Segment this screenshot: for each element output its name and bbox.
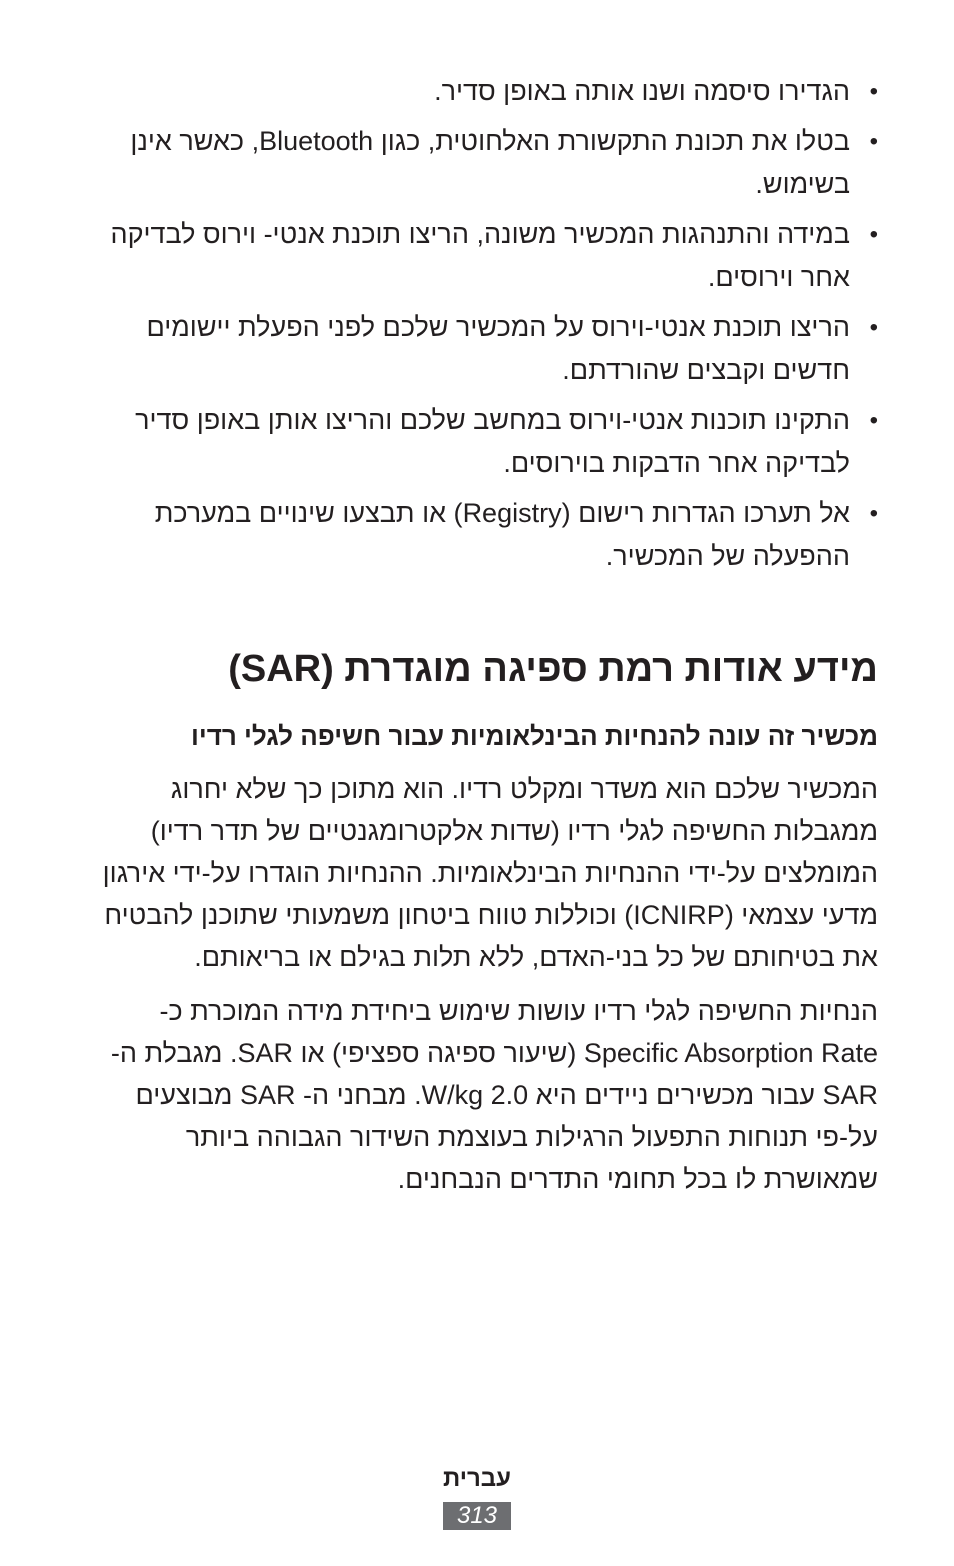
list-item [78, 70, 878, 113]
list-item [78, 213, 878, 299]
section-subtitle: מכשיר זה עונה להנחיות הבינלאומיות עבור חשיפה לגלי רדיו [191, 721, 878, 751]
sar-section [68, 640, 878, 1200]
page-footer [0, 1464, 954, 1530]
paragraph: הנחיות החשיפה לגלי רדיו עושות שימוש ביחידת מידה המוכרת כ- Specific Absorption Rate (שיעור ספיגה ספציפי) או SAR. מגבלת ה- SAR עבור מכשירים ניידים היא 2.0 W/kg. מבחני ה- SAR מבוצעים על-פי תנוחות התפעול הרגילות בעוצמת השידור הגבוהה ביותר שמאושרת לו בכל תחומי התדרים הנבחנים. [110, 996, 878, 1194]
list-item-text: בטלו את תכונת התקשורת האלחוטית, כגון Bluetooth, כאשר אינן בשימוש. [130, 126, 850, 199]
bullet-icon: • [869, 500, 878, 527]
section-title: מידע אודות רמת ספיגה מוגדרת (SAR) [228, 648, 878, 690]
list-item [78, 306, 878, 392]
list-item [78, 120, 878, 206]
list-item-text: הריצו תוכנת אנטי-וירוס על המכשיר שלכם לפני הפעלת יישומים חדשים וקבצים שהורדתם. [146, 312, 850, 385]
list-item-text: במידה והתנהגות המכשיר משונה, הריצו תוכנת אנטי- וירוס לבדיקה אחר וירוסים. [110, 219, 850, 292]
bullet-icon: • [869, 314, 878, 341]
bullet-icon: • [869, 128, 878, 155]
security-tips-list [78, 70, 878, 585]
list-item-text: הגדירו סיסמה ושנו אותה באופן סדיר. [434, 76, 850, 106]
list-item-text: אל תערכו הגדרות רישום (Registry) או תבצעו שינויים במערכת ההפעלה של המכשיר. [154, 498, 850, 571]
page-number: 313 [443, 1502, 511, 1530]
bullet-icon: • [869, 221, 878, 248]
bullet-icon: • [869, 78, 878, 105]
footer-language: עברית [442, 1465, 511, 1492]
list-item-text: התקינו תוכנות אנטי-וירוס במחשב שלכם והריצו אותן באופן סדיר לבדיקה אחר הדבקות בוירוסים. [135, 405, 850, 478]
paragraph: המכשיר שלכם הוא משדר ומקלט רדיו. הוא מתוכן כך שלא יחרוג ממגבלות החשיפה לגלי רדיו (שדות אלקטרומגנטיים של תדר רדיו) המומלצים על-ידי ההנחיות הבינלאומיות. ההנחיות הוגדרו על-ידי אירגון מדעי עצמאי (ICNIRP) וכוללות טווח ביטחון משמעותי שתוכנן להבטיח את בטיחותם של כל בני-האדם, ללא תלות בגילם או בריאותם. [102, 774, 878, 972]
bullet-icon: • [869, 407, 878, 434]
list-item [78, 399, 878, 485]
list-item [78, 492, 878, 578]
